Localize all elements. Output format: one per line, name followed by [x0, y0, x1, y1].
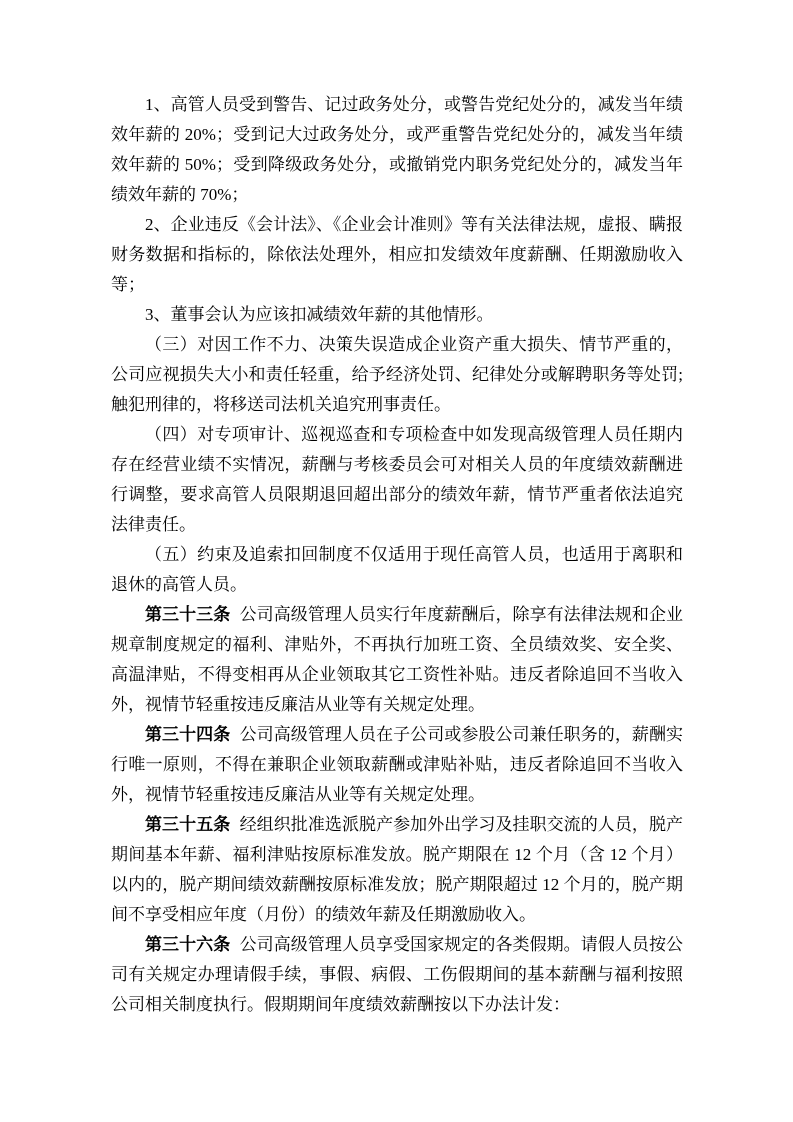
clause-number: 第三十五条: [145, 815, 231, 834]
paragraph-text: 公司高级管理人员享受国家规定的各类假期。请假人员按公司有关规定办理请假手续，事假、病假、工伤假期间的基本薪酬与福利按照公司相关制度执行。假期期间年度绩效薪酬按以下办法计发：: [111, 935, 684, 1014]
paragraph-text: （四）对专项审计、巡视巡查和专项检查中如发现高级管理人员任期内存在经营业绩不实情况，薪酬与考核委员会可对相关人员的年度绩效薪酬进行调整，要求高管人员限期退回超出部分的绩效年薪，情节严重者依法追究法律责任。: [111, 425, 683, 534]
paragraph-text: 公司高级管理人员实行年度薪酬后，除享有法律法规和企业规章制度规定的福利、津贴外，不再执行加班工资、全员绩效奖、安全奖、高温津贴，不得变相再从企业领取其它工资性补贴。违反者除追回不当收入外，视情节轻重按违反廉洁从业等有关规定处理。: [111, 605, 684, 714]
paragraph: [111, 810, 683, 930]
paragraph-text: （五）约束及追索扣回制度不仅适用于现任高管人员，也适用于离职和退休的高管人员。: [111, 545, 683, 594]
paragraph: [111, 330, 683, 420]
paragraph: [111, 600, 683, 720]
paragraph: [111, 540, 683, 600]
paragraph-text: （三）对因工作不力、决策失误造成企业资产重大损失、情节严重的，公司应视损失大小和责任轻重，给予经济处罚、纪律处分或解聘职务等处罚;触犯刑律的，将移送司法机关追究刑事责任。: [111, 335, 683, 414]
document-body: [111, 90, 683, 1020]
paragraph-text: 公司高级管理人员在子公司或参股公司兼任职务的，薪酬实行唯一原则，不得在兼职企业领取薪酬或津贴补贴，违反者除追回不当收入外，视情节轻重按违反廉洁从业等有关规定处理。: [111, 725, 684, 804]
paragraph: [111, 930, 683, 1020]
paragraph-text: 2、企业违反《会计法》、《企业会计准则》等有关法律法规，虚报、瞒报财务数据和指标的，除依法处理外，相应扣发绩效年度薪酬、任期激励收入等；: [111, 215, 683, 294]
paragraph: [111, 420, 683, 540]
paragraph-text: 1、高管人员受到警告、记过政务处分，或警告党纪处分的，减发当年绩效年薪的 20%；受到记大过政务处分，或严重警告党纪处分的，减发当年绩效年薪的 50%；受到降级政务处分，或撤销党内职务党纪处分的，减发当年绩效年薪的 70%；: [111, 95, 683, 204]
paragraph-text: 经组织批准选派脱产参加外出学习及挂职交流的人员，脱产期间基本年薪、福利津贴按原标准发放。脱产期限在 12 个月（含 12 个月）以内的，脱产期间绩效薪酬按原标准发放；脱产期限超过 12 个月的，脱产期间不享受相应年度（月份）的绩效年薪及任期激励收入。: [111, 815, 684, 924]
clause-number: 第三十六条: [145, 935, 231, 954]
paragraph: [111, 300, 683, 330]
paragraph-text: 3、董事会认为应该扣减绩效年薪的其他情形。: [145, 305, 494, 324]
clause-number: 第三十四条: [145, 725, 231, 744]
paragraph: [111, 210, 683, 300]
paragraph: [111, 90, 683, 210]
paragraph: [111, 720, 683, 810]
clause-number: 第三十三条: [145, 605, 231, 624]
